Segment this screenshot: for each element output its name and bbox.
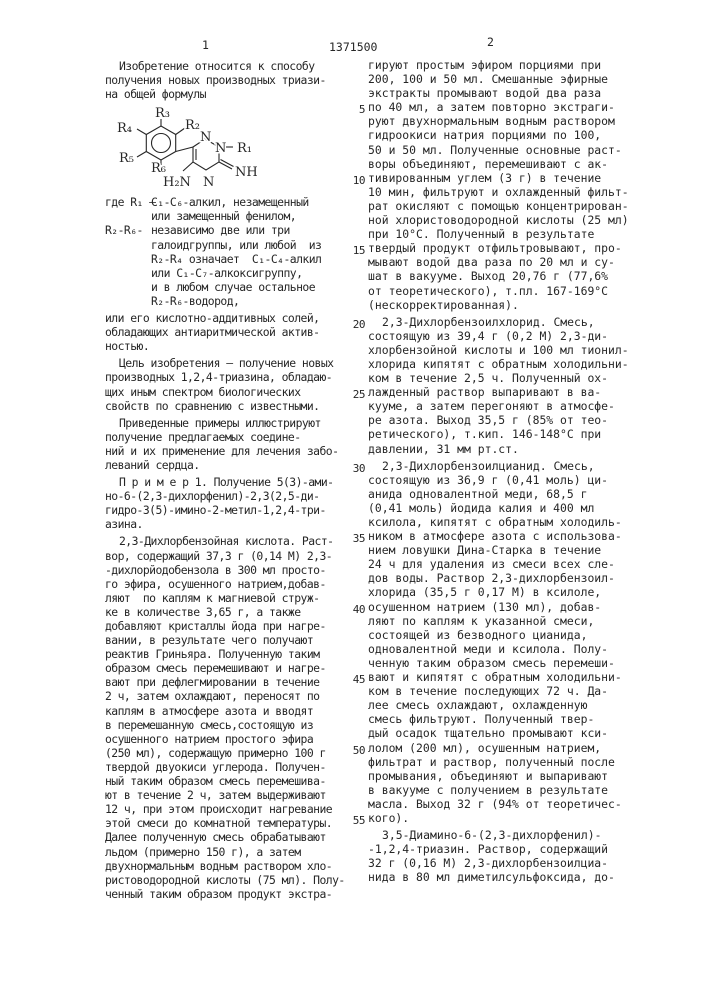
text-line <box>368 571 630 585</box>
line-text: воры объединяют, перемешивают с ак- <box>368 157 608 171</box>
text-line <box>105 887 348 901</box>
text-line <box>368 157 630 171</box>
line-text: по 40 мл, а затем повторно экстраги- <box>368 100 615 114</box>
text-line <box>368 870 630 884</box>
line-text: (нескорректированная). <box>368 298 519 312</box>
margin-line-number: 40 <box>349 603 365 617</box>
line-text: ксилола, кипятят с обратным холодиль- <box>368 515 622 529</box>
line-text: го эфира, осушенного натрием,добав- <box>105 577 326 591</box>
line-text: или замещенный фенилом, <box>151 209 296 223</box>
line-text: осушенном натрием (130 мл), добав- <box>368 600 601 614</box>
line-text: реактив Гриньяра. Полученную таким <box>105 647 319 661</box>
text-line <box>368 269 630 283</box>
line-text: ке в количестве 3,65 г, а также <box>105 605 301 619</box>
text-line <box>368 726 630 740</box>
line-text: -дихлорйодобензола в 300 мл просто- <box>105 563 326 577</box>
text-line <box>105 475 348 489</box>
line-text: одновалентной меди и ксилола. Полу- <box>368 642 608 656</box>
text-line <box>105 675 348 689</box>
paragraph <box>105 311 348 353</box>
line-text: в перемешанную смесь,состоящую из <box>105 718 313 732</box>
line-text: дов воды. Раствор 2,3-дихлорбензоил- <box>368 571 615 585</box>
line-text: ком в течение 2,5 ч. Полученный ох- <box>368 371 608 385</box>
triazine-structure-diagram <box>111 105 281 189</box>
line-text: дый осадок тщательно промывают кси- <box>368 726 608 740</box>
line-text: Далее полученную смесь обрабатывают <box>105 830 326 844</box>
line-text: ляют по каплям к указанной смеси, <box>368 614 594 628</box>
text-line <box>151 294 348 308</box>
text-line <box>105 534 348 548</box>
line-text: 2,3-Дихлорбензоилцианид. Смесь, <box>382 459 595 473</box>
r1-label: R₁ <box>237 141 252 156</box>
text-line <box>368 413 630 427</box>
text-line <box>368 255 630 269</box>
text-line <box>105 774 348 788</box>
paragraph <box>368 459 630 825</box>
margin-line-number: 45 <box>349 673 365 687</box>
line-text: производных 1,2,4-триазина, обладаю- <box>105 370 332 384</box>
line-text: R₂-R₄ означает C₁-C₄-алкил <box>151 252 321 266</box>
line-text: ком в течение последующих 72 ч. Да- <box>368 684 608 698</box>
text-line <box>105 563 348 577</box>
text-line <box>368 656 630 670</box>
line-text: 2,3-Дихлорбензойная кислота. Раст- <box>119 534 333 548</box>
line-text: двухнормальным водным раствором хло- <box>105 859 332 873</box>
line-text: 12 ч, при этом происходит нагревание <box>105 802 332 816</box>
line-text: R₂-R₆-водород, <box>151 294 239 308</box>
definition-label: R₂-R₆- <box>105 223 151 308</box>
text-line <box>368 529 630 543</box>
substituent-definitions <box>105 195 348 308</box>
text-line <box>105 503 348 517</box>
text-line <box>105 619 348 633</box>
line-text: обладающих антиаритмической актив- <box>105 325 319 339</box>
text-line <box>105 444 348 458</box>
line-text: экстракты промывают водой два раза <box>368 86 601 100</box>
text-line <box>368 357 630 371</box>
text-line <box>105 859 348 873</box>
text-line <box>105 661 348 675</box>
text-line <box>368 185 630 199</box>
text-line <box>368 315 630 329</box>
line-text: от теоретического), т.пл. 167-169°С <box>368 284 608 298</box>
text-line <box>368 343 630 357</box>
text-line <box>105 633 348 647</box>
margin-line-number: 15 <box>349 244 365 258</box>
margin-line-number: 20 <box>349 318 365 332</box>
text-line <box>105 325 348 339</box>
line-text: смесь фильтруют. Полученный твер- <box>368 712 594 726</box>
line-text: получения новых производных триази- <box>105 73 326 87</box>
text-line <box>105 732 348 746</box>
text-line <box>368 783 630 797</box>
paragraph <box>105 534 348 900</box>
line-text: и в любом случае остальное <box>151 280 315 294</box>
text-line <box>368 585 630 599</box>
text-line <box>105 760 348 774</box>
line-text: или его кислотно-аддитивных солей, <box>105 311 319 325</box>
benzene-ring <box>146 126 175 160</box>
line-text: ной хлористоводородной кислоты (25 мл) <box>368 213 629 227</box>
line-text: ре азота. Выход 35,5 г (85% от тео- <box>368 413 608 427</box>
text-line <box>368 427 630 441</box>
text-line <box>368 487 630 501</box>
line-text: хлорбензойной кислоты и 100 мл тионил- <box>368 343 629 357</box>
text-line <box>105 577 348 591</box>
line-text: мывают водой два раза по 20 мл и су- <box>368 255 615 269</box>
line-text: ют в течение 2 ч, затем выдерживают <box>105 788 326 802</box>
text-line <box>151 195 348 209</box>
chemical-structure-formula <box>111 105 348 189</box>
text-line <box>368 755 630 769</box>
margin-line-number: 5 <box>349 103 365 117</box>
margin-line-number: 25 <box>349 388 365 402</box>
margin-line-number: 35 <box>349 532 365 546</box>
text-line <box>105 802 348 816</box>
line-text: -1,2,4-триазин. Раствор, содержащий <box>368 842 608 856</box>
line-text: состоящую из 36,9 г (0,41 моль) ци- <box>368 473 608 487</box>
text-line <box>368 72 630 86</box>
r6-label: R₆ <box>151 161 166 176</box>
line-text: льдом (примерно 150 г), а затем <box>105 845 301 859</box>
nh-label: NH <box>235 165 258 180</box>
paragraph <box>105 416 348 472</box>
text-line <box>368 399 630 413</box>
line-text: твердой двуокиси углерода. Получен- <box>105 760 326 774</box>
line-text: вают и кипятят с обратным холодильни- <box>368 670 622 684</box>
page-number-left: 1 <box>202 38 209 52</box>
definition-row <box>105 223 348 308</box>
line-text: давлении, 31 мм рт.ст. <box>368 442 519 456</box>
text-line <box>105 845 348 859</box>
text-line <box>368 642 630 656</box>
text-line <box>368 86 630 100</box>
paragraph <box>368 828 630 884</box>
line-text: фильтрат и раствор, полученный после <box>368 755 615 769</box>
aromatic-circle <box>152 134 171 153</box>
right-column <box>368 58 630 884</box>
line-text: гируют простым эфиром порциями при <box>368 58 601 72</box>
line-text: масла. Выход 32 г (94% от теоретичес- <box>368 797 622 811</box>
text-line <box>105 549 348 563</box>
line-text: 32 г (0,16 М) 2,3-дихлорбензоилциа- <box>368 856 608 870</box>
text-line <box>105 399 348 413</box>
line-text: 2 ч, затем охлаждают, переносят по <box>105 689 319 703</box>
text-line <box>105 788 348 802</box>
line-text: ченный таким образом продукт экстра- <box>105 887 332 901</box>
text-line <box>368 213 630 227</box>
text-line <box>105 689 348 703</box>
n2-label: N <box>215 141 226 156</box>
text-line <box>368 284 630 298</box>
text-line <box>368 227 630 241</box>
text-line <box>151 280 348 294</box>
text-line <box>368 385 630 399</box>
text-line <box>368 842 630 856</box>
line-text: Изобретение относится к способу <box>119 59 315 73</box>
text-line <box>105 704 348 718</box>
line-text: на общей формулы <box>105 87 206 101</box>
text-line <box>368 828 630 842</box>
line-text: ный таким образом смесь перемешива- <box>105 774 326 788</box>
text-line <box>368 628 630 642</box>
text-line <box>105 746 348 760</box>
margin-line-number: 55 <box>349 814 365 828</box>
margin-line-number: 50 <box>349 744 365 758</box>
text-line <box>368 171 630 185</box>
text-line <box>368 741 630 755</box>
line-text: шат в вакууме. Выход 20,76 г (77,6% <box>368 269 608 283</box>
text-line <box>105 430 348 444</box>
line-text: ченную таким образом смесь перемеши- <box>368 656 615 670</box>
text-line <box>151 223 348 237</box>
line-text: промывания, объединяют и выпаривают <box>368 769 608 783</box>
text-line <box>368 442 630 456</box>
line-text: состоящей из безводного цианида, <box>368 628 587 642</box>
text-line <box>368 515 630 529</box>
line-text: независимо две или три <box>151 223 290 237</box>
text-line <box>368 712 630 726</box>
line-text: вают при дефлегмировании в течение <box>105 675 319 689</box>
line-text: состоящую из 39,4 г (0,2 М) 2,3-ди- <box>368 329 608 343</box>
text-line <box>368 100 630 114</box>
definition-label: где R₁ – <box>105 195 151 223</box>
paragraph <box>105 475 348 531</box>
line-text: П р и м е р 1. Получение 5(3)-ами- <box>119 475 333 489</box>
text-line <box>368 856 630 870</box>
margin-line-number: 10 <box>349 174 365 188</box>
line-text: лолом (200 мл), осушенным натрием, <box>368 741 601 755</box>
line-text: азина. <box>105 517 143 531</box>
n4-label: N <box>203 175 214 189</box>
text-line <box>368 241 630 255</box>
line-text: кууме, а затем перегоняют в атмосфе- <box>368 399 615 413</box>
line-text: 200, 100 и 50 мл. Смешанные эфирные <box>368 72 608 86</box>
line-text: каплям в атмосфере азота и вводят <box>105 704 313 718</box>
definition-row <box>105 195 348 223</box>
text-line <box>151 209 348 223</box>
line-text: но-6-(2,3-дихлорфенил)-2,3(2,5-ди- <box>105 489 319 503</box>
n1-label: N <box>200 130 211 145</box>
text-line <box>368 684 630 698</box>
text-line <box>105 356 348 370</box>
text-line <box>105 816 348 830</box>
text-line <box>105 647 348 661</box>
text-line <box>368 614 630 628</box>
line-text: лажденный раствор выпаривают в ва- <box>368 385 601 399</box>
text-line <box>368 811 630 825</box>
line-text: 50 и 50 мл. Полученные основные раст- <box>368 143 622 157</box>
text-line <box>368 459 630 473</box>
line-text: или C₁-C₇-алкоксигруппу, <box>151 266 302 280</box>
line-text: (250 мл), содержащую примерно 100 г <box>105 746 326 760</box>
line-text: добавляют кристаллы йода при нагре- <box>105 619 326 633</box>
line-text: образом смесь перемешивают и нагре- <box>105 661 326 675</box>
line-text: рат окисляют с помощью концентрирован- <box>368 199 629 213</box>
line-text: осушенного натрием простого эфира <box>105 732 313 746</box>
line-text: гидроокиси натрия порциями по 100, <box>368 128 601 142</box>
h2n-label: H₂N <box>163 175 191 189</box>
text-line <box>105 416 348 430</box>
line-text: нием ловушки Дина-Старка в течение <box>368 543 601 557</box>
text-line <box>368 128 630 142</box>
line-text: гидро-3(5)-имино-2-метил-1,2,4-три- <box>105 503 326 517</box>
page-number-right: 2 <box>487 35 494 49</box>
text-line <box>105 458 348 472</box>
line-text: ристоводородной кислоты (75 мл). Полу- <box>105 873 345 887</box>
line-text: в вакууме с получением в результате <box>368 783 608 797</box>
margin-line-number: 30 <box>349 462 365 476</box>
line-text: вор, содержащий 37,3 г (0,14 М) 2,3- <box>105 549 332 563</box>
text-line <box>368 769 630 783</box>
text-line <box>105 339 348 353</box>
text-line <box>105 591 348 605</box>
line-text: 24 ч для удаления из смеси всех сле- <box>368 557 615 571</box>
text-line <box>368 797 630 811</box>
line-text: получение предлагаемых соедине- <box>105 430 301 444</box>
r4-label: R₄ <box>117 121 132 136</box>
text-line <box>105 87 348 101</box>
text-line <box>368 600 630 614</box>
text-line <box>368 298 630 312</box>
r2-label: R₂ <box>185 118 200 133</box>
text-line <box>151 266 348 280</box>
text-line <box>368 58 630 72</box>
text-line <box>151 252 348 266</box>
paragraph <box>105 356 348 412</box>
line-text: 2,3-Дихлорбензоилхлорид. Смесь, <box>382 315 595 329</box>
line-text: ностью. <box>105 339 149 353</box>
text-line <box>105 605 348 619</box>
line-text: галоидгруппы, или любой из <box>151 238 321 252</box>
line-text: 10 мин, фильтруют и охлажденный фильт- <box>368 185 629 199</box>
line-text: тивированным углем (3 г) в течение <box>368 171 601 185</box>
text-line <box>368 670 630 684</box>
line-text: вании, в результате чего получают <box>105 633 313 647</box>
text-line <box>368 329 630 343</box>
text-line <box>368 698 630 712</box>
line-text: этой смеси до комнатной температуры. <box>105 816 332 830</box>
text-line <box>368 199 630 213</box>
text-line <box>368 557 630 571</box>
line-text: щих иным спектром биологических <box>105 385 301 399</box>
line-text: Приведенные примеры иллюстрируют <box>119 416 321 430</box>
line-text: нида в 80 мл диметилсульфоксида, до- <box>368 870 615 884</box>
line-text: свойств по сравнению с известными. <box>105 399 319 413</box>
line-text: 3,5-Диамино-6-(2,3-дихлорфенил)- <box>382 828 601 842</box>
text-line <box>368 501 630 515</box>
line-text: лее смесь охлаждают, охлажденную <box>368 698 587 712</box>
line-text: твердый продукт отфильтровывают, про- <box>368 241 622 255</box>
line-text: ретического), т.кип. 146-148°С при <box>368 427 601 441</box>
text-line <box>105 517 348 531</box>
text-line <box>368 114 630 128</box>
text-line <box>105 830 348 844</box>
text-line <box>105 73 348 87</box>
line-text: ний и их применение для лечения забо- <box>105 444 338 458</box>
line-text: ником в атмосфере азота с использова- <box>368 529 622 543</box>
r3-label: R₃ <box>155 106 170 121</box>
line-text: анида одновалентной меди, 68,5 г <box>368 487 587 501</box>
r5-label: R₅ <box>119 151 134 166</box>
text-line <box>105 873 348 887</box>
text-line <box>105 718 348 732</box>
line-text: при 10°С. Полученный в результате <box>368 227 594 241</box>
text-line <box>151 238 348 252</box>
line-text: кого). <box>368 811 409 825</box>
left-column <box>105 59 348 901</box>
patent-number: 1371500 <box>329 40 377 54</box>
text-line <box>368 473 630 487</box>
text-line <box>105 59 348 73</box>
line-text: ляют по каплям к магниевой струж- <box>105 591 319 605</box>
line-text: Цель изобретения – получение новых <box>119 356 333 370</box>
line-text: руют двухнормальным водным раствором <box>368 114 615 128</box>
text-line <box>368 543 630 557</box>
line-text: C₁-C₆-алкил, незамещенный <box>151 195 309 209</box>
line-text: леваний сердца. <box>105 458 200 472</box>
line-text: (0,41 моль) йодида калия и 400 мл <box>368 501 594 515</box>
text-line <box>105 370 348 384</box>
text-line <box>105 385 348 399</box>
text-line <box>105 311 348 325</box>
intro-paragraph <box>105 59 348 101</box>
line-text: хлорида (35,5 г 0,17 М) в ксилоле, <box>368 585 601 599</box>
paragraph <box>368 58 630 312</box>
text-line <box>368 143 630 157</box>
line-text: хлорида кипятят с обратным холодильни- <box>368 357 629 371</box>
paragraph <box>368 315 630 456</box>
text-line <box>105 489 348 503</box>
text-line <box>368 371 630 385</box>
